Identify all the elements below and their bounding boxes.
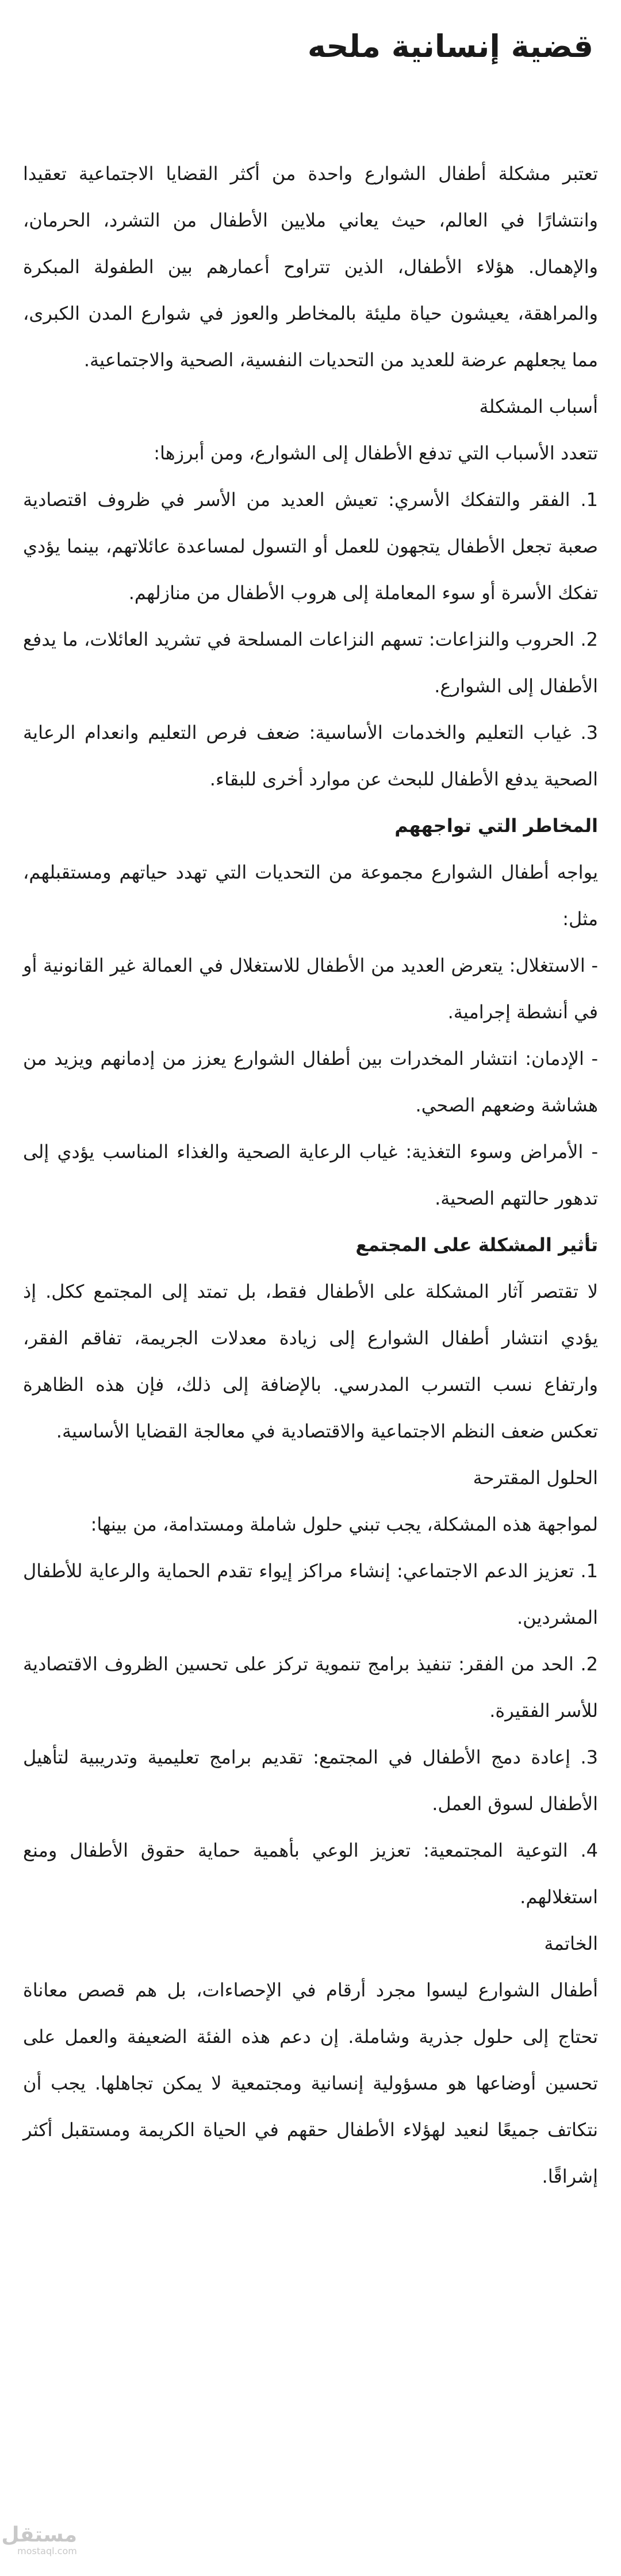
section-heading: المخاطر التي تواجههم — [394, 815, 598, 837]
document-title: قضية إنسانية ملحه — [307, 28, 593, 64]
paragraph: 2. الحروب والنزاعات: تسهم النزاعات المسلحة في تشريد العائلات، ما يدفع الأطفال إلى الشوارع. — [23, 628, 598, 697]
paragraph: أطفال الشوارع ليسوا مجرد أرقام في الإحصاءات، بل هم قصص معاناة تحتاج إلى حلول جذرية وشاملة. إن دعم هذه الفئة الضعيفة والعمل على تحسين أوضاعها هو مسؤولية إنسانية ومجتمعية لا يمكن تجاهلها. يجب أن نتكاتف جميعًا لنعيد لهؤلاء الأطفال حقهم في الحياة الكريمة ومستقبل أكثر إشراقًا. — [23, 1979, 598, 2188]
paragraph: تعتبر مشكلة أطفال الشوارع واحدة من أكثر القضايا الاجتماعية تعقيدا وانتشارًا في العالم، حيث يعاني ملايين الأطفال من التشرد، الحرمان، والإهمال. هؤلاء الأطفال، الذين تتراوح أعمارهم بين الطفولة المبكرة والمراهقة، يعيشون حياة مليئة بالمخاطر والعوز في شوارع المدن الكبرى، مما يجعلهم عرضة للعديد من التحديات النفسية، الصحية والاجتماعية. — [23, 163, 598, 371]
paragraph: 4. التوعية المجتمعية: تعزيز الوعي بأهمية حماية حقوق الأطفال ومنع استغلالهم. — [23, 1839, 598, 1908]
section-heading: الحلول المقترحة — [473, 1467, 598, 1489]
paragraph: لا تقتصر آثار المشكلة على الأطفال فقط، بل تمتد إلى المجتمع ككل. إذ يؤدي انتشار أطفال الشوارع إلى زيادة معدلات الجريمة، تفاقم الفقر، وارتفاع نسب التسرب المدرسي. بالإضافة إلى ذلك، فإن هذه الظاهرة تعكس ضعف النظم الاجتماعية والاقتصادية في معالجة القضايا الأساسية. — [23, 1281, 598, 1443]
section-heading: تأثير المشكلة على المجتمع — [355, 1234, 598, 1256]
paragraph: لمواجهة هذه المشكلة، يجب تبني حلول شاملة ومستدامة، من بينها: — [90, 1513, 598, 1536]
watermark-latin-text: mostaql.com — [17, 2546, 77, 2557]
article-body — [23, 151, 598, 2200]
paragraph: 3. إعادة دمج الأطفال في المجتمع: تقديم برامج تعليمية وتدريبية لتأهيل الأطفال لسوق العمل. — [23, 1746, 598, 1815]
watermark-arabic-text: مستقل — [1, 2523, 77, 2547]
paragraph: يواجه أطفال الشوارع مجموعة من التحديات التي تهدد حياتهم ومستقبلهم، مثل: — [23, 861, 598, 930]
paragraph: 1. تعزيز الدعم الاجتماعي: إنشاء مراكز إيواء تقدم الحماية والرعاية للأطفال المشردين. — [23, 1560, 598, 1629]
section-heading: أسباب المشكلة — [479, 396, 598, 418]
paragraph: 2. الحد من الفقر: تنفيذ برامج تنموية تركز على تحسين الظروف الاقتصادية للأسر الفقيرة. — [23, 1653, 598, 1722]
paragraph: تتعدد الأسباب التي تدفع الأطفال إلى الشوارع، ومن أبرزها: — [154, 442, 598, 465]
paragraph: 1. الفقر والتفكك الأسري: تعيش العديد من الأسر في ظروف اقتصادية صعبة تجعل الأطفال يتجهون للعمل أو التسول لمساعدة عائلاتهم، بينما يؤدي تفكك الأسرة أو سوء المعاملة إلى هروب الأطفال من منازلهم. — [23, 489, 598, 604]
section-heading: الخاتمة — [544, 1933, 598, 1955]
paragraph: - الأمراض وسوء التغذية: غياب الرعاية الصحية والغذاء المناسب يؤدي إلى تدهور حالتهم الصحية. — [23, 1141, 598, 1210]
paragraph: 3. غياب التعليم والخدمات الأساسية: ضعف فرص التعليم وانعدام الرعاية الصحية يدفع الأطفال للبحث عن موارد أخرى للبقاء. — [23, 722, 598, 791]
paragraph: - الاستغلال: يتعرض العديد من الأطفال للاستغلال في العمالة غير القانونية أو في أنشطة إجرامية. — [23, 954, 598, 1023]
watermark-logo — [1, 2523, 77, 2558]
paragraph: - الإدمان: انتشار المخدرات بين أطفال الشوارع يعزز من إدمانهم ويزيد من هشاشة وضعهم الصحي. — [23, 1048, 598, 1117]
